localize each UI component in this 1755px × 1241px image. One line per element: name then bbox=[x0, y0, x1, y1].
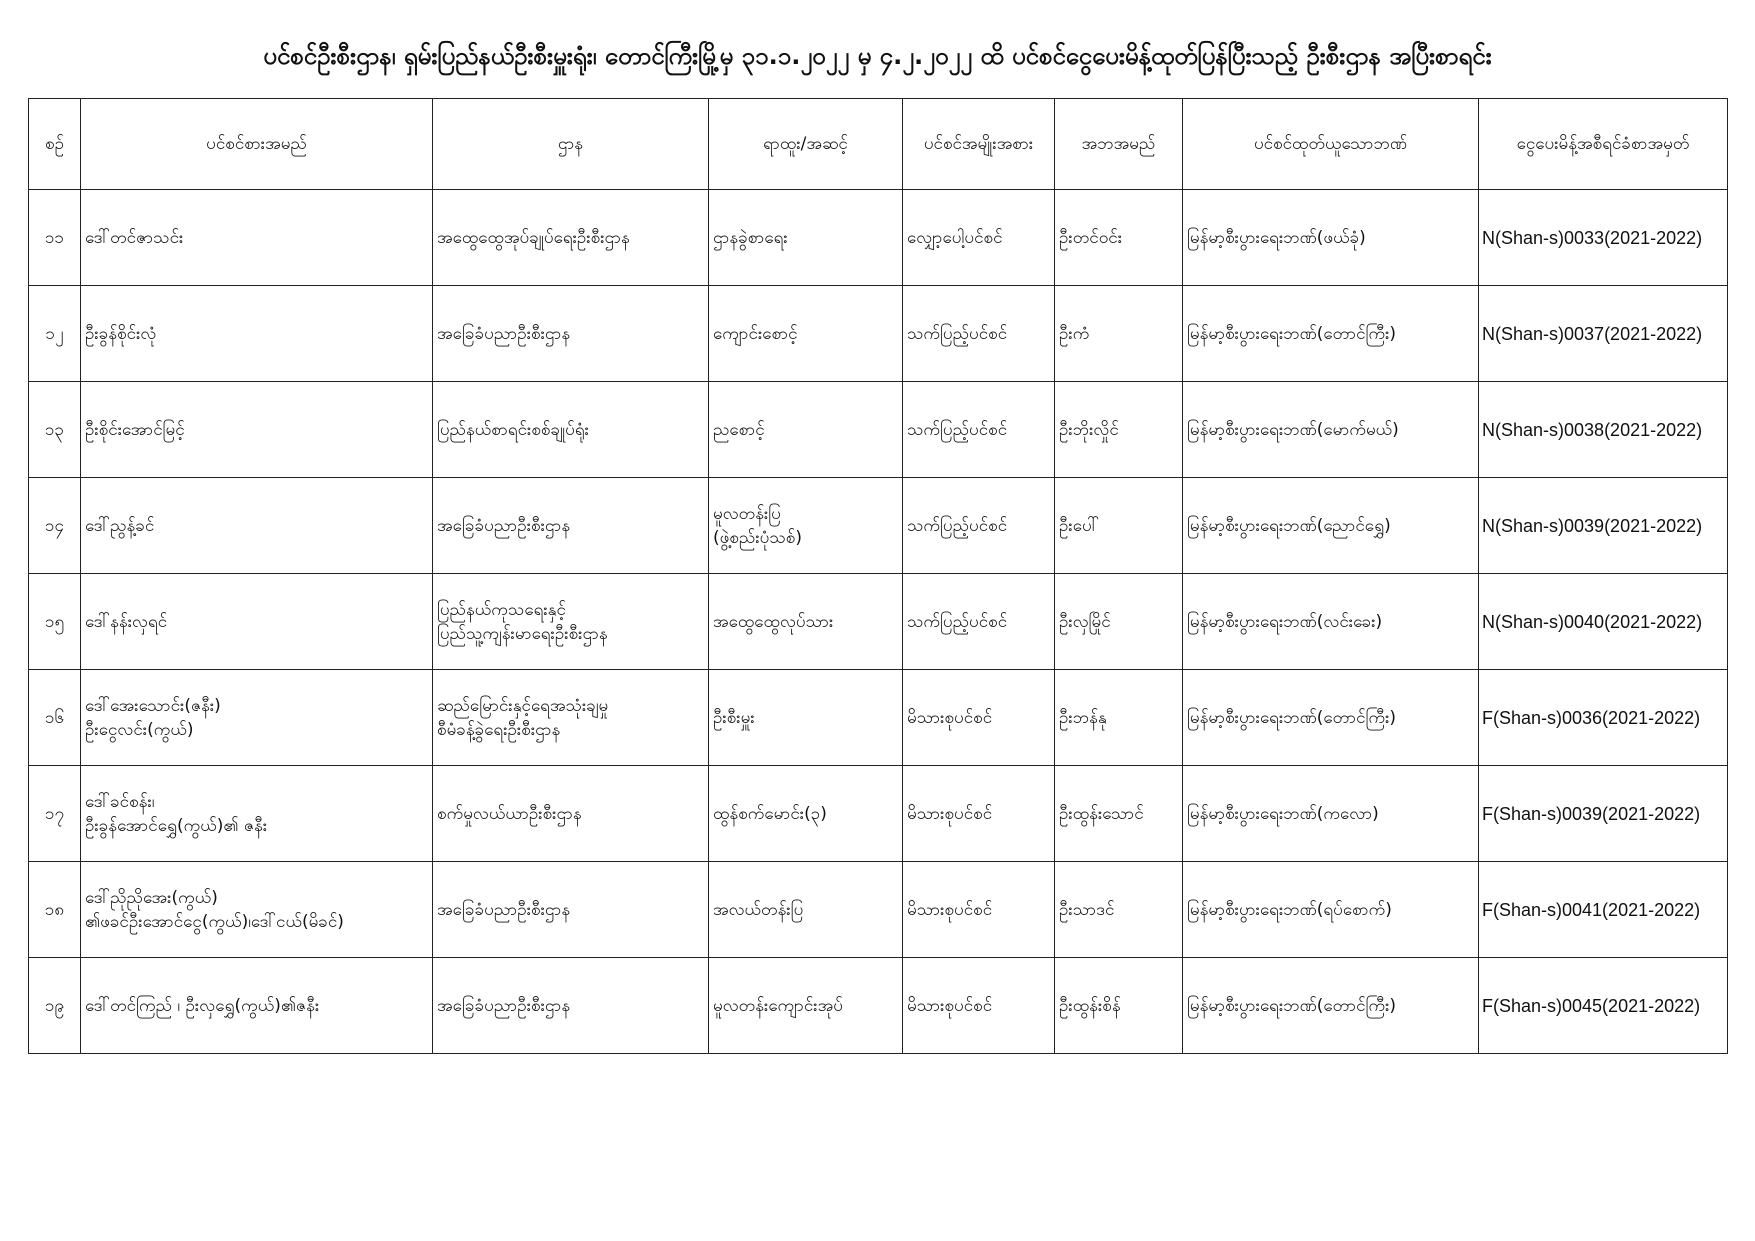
serial-cell: ၁၁ bbox=[29, 190, 81, 286]
pension-type-cell: မိသားစုပင်စင် bbox=[903, 958, 1055, 1054]
department-cell-line: အခြေခံပညာဦးစီးဌာန bbox=[437, 515, 571, 536]
department-cell bbox=[433, 862, 709, 958]
bank-cell: မြန်မာ့စီးပွားရေးဘဏ်(ညောင်ရွှေ) bbox=[1183, 478, 1479, 574]
pensioner-name-cell bbox=[81, 478, 433, 574]
pensioner-name-cell bbox=[81, 382, 433, 478]
order-number-cell: N(Shan-s)0033(2021-2022) bbox=[1479, 190, 1728, 286]
pension-type-cell: မိသားစုပင်စင် bbox=[903, 862, 1055, 958]
rank-cell-line: ဦးစီးမှူး bbox=[713, 707, 755, 728]
table-row bbox=[29, 382, 1728, 478]
rank-cell-line: အထွေထွေလုပ်သား bbox=[713, 611, 834, 632]
rank-cell-line: (ဖွဲ့စည်းပုံသစ်) bbox=[713, 527, 802, 548]
rank-cell-line: ညစောင့် bbox=[713, 419, 765, 440]
header-pensioner-name: ပင်စင်စားအမည် bbox=[81, 99, 433, 190]
department-cell-line: ပြည်နယ်စာရင်းစစ်ချုပ်ရုံး bbox=[437, 419, 589, 440]
father-name-cell: ဦးဘိုးလှိုင် bbox=[1055, 382, 1183, 478]
order-number-cell: F(Shan-s)0039(2021-2022) bbox=[1479, 766, 1728, 862]
pensioner-name-cell-line: ၏ဖခင်ဦးအောင်ငွေ(ကွယ်)၊ဒေါ်ငယ်(မိခင်) bbox=[85, 911, 344, 932]
bank-cell: မြန်မာ့စီးပွားရေးဘဏ်(မောက်မယ်) bbox=[1183, 382, 1479, 478]
order-number-cell: F(Shan-s)0036(2021-2022) bbox=[1479, 670, 1728, 766]
header-father-name: အဘအမည် bbox=[1055, 99, 1183, 190]
rank-cell bbox=[709, 958, 903, 1054]
table-row bbox=[29, 766, 1728, 862]
father-name-cell: ဦးထွန်းစိန် bbox=[1055, 958, 1183, 1054]
table-row bbox=[29, 478, 1728, 574]
pension-type-cell: မိသားစုပင်စင် bbox=[903, 670, 1055, 766]
father-name-cell: ဦးသာဒင် bbox=[1055, 862, 1183, 958]
pensioner-name-cell bbox=[81, 670, 433, 766]
table-row bbox=[29, 574, 1728, 670]
pension-type-cell: မိသားစုပင်စင် bbox=[903, 766, 1055, 862]
order-number-cell: N(Shan-s)0038(2021-2022) bbox=[1479, 382, 1728, 478]
pensioner-name-cell-line: ဒေါ်တင်ကြည် ၊ ဦးလှရွှေ(ကွယ်)၏ဇနီး bbox=[85, 995, 320, 1016]
serial-cell: ၁၉ bbox=[29, 958, 81, 1054]
pensioner-name-cell-line: ဒေါ်နန်းလှရင် bbox=[85, 611, 168, 632]
rank-cell bbox=[709, 478, 903, 574]
pensioner-name-cell bbox=[81, 766, 433, 862]
order-number-cell: F(Shan-s)0045(2021-2022) bbox=[1479, 958, 1728, 1054]
order-number-cell: F(Shan-s)0041(2021-2022) bbox=[1479, 862, 1728, 958]
serial-cell: ၁၂ bbox=[29, 286, 81, 382]
header-order-number: ငွေပေးမိန့်အစီရင်ခံစာအမှတ် bbox=[1479, 99, 1728, 190]
pension-type-cell: သက်ပြည့်ပင်စင် bbox=[903, 382, 1055, 478]
bank-cell: မြန်မာ့စီးပွားရေးဘဏ်(ကလော) bbox=[1183, 766, 1479, 862]
father-name-cell: ဦးတင်ဝင်း bbox=[1055, 190, 1183, 286]
bank-cell: မြန်မာ့စီးပွားရေးဘဏ်(တောင်ကြီး) bbox=[1183, 670, 1479, 766]
department-cell-line: အခြေခံပညာဦးစီးဌာန bbox=[437, 323, 571, 344]
bank-cell: မြန်မာ့စီးပွားရေးဘဏ်(တောင်ကြီး) bbox=[1183, 286, 1479, 382]
rank-cell bbox=[709, 670, 903, 766]
department-cell-line: ပြည်သူ့ကျန်းမာရေးဦးစီးဌာန bbox=[437, 623, 608, 644]
bank-cell: မြန်မာ့စီးပွားရေးဘဏ်(ရပ်စောက်) bbox=[1183, 862, 1479, 958]
serial-cell: ၁၈ bbox=[29, 862, 81, 958]
rank-cell bbox=[709, 382, 903, 478]
pension-type-cell: သက်ပြည့်ပင်စင် bbox=[903, 478, 1055, 574]
rank-cell bbox=[709, 862, 903, 958]
order-number-cell: N(Shan-s)0037(2021-2022) bbox=[1479, 286, 1728, 382]
order-number-cell: N(Shan-s)0039(2021-2022) bbox=[1479, 478, 1728, 574]
department-cell-line: စီမံခန့်ခွဲရေးဦးစီးဌာန bbox=[437, 719, 561, 740]
pensioner-name-cell bbox=[81, 862, 433, 958]
serial-cell: ၁၅ bbox=[29, 574, 81, 670]
father-name-cell: ဦးပေါ် bbox=[1055, 478, 1183, 574]
department-cell-line: အထွေထွေအုပ်ချုပ်ရေးဦးစီးဌာန bbox=[437, 227, 630, 248]
pensioner-name-cell-line: ဒေါ်ညိုညိုအေး(ကွယ်) bbox=[85, 887, 218, 908]
pensioner-name-cell-line: ဦးခွန်စိုင်းလုံ bbox=[85, 323, 157, 344]
pensioner-name-cell-line: ဦးစိုင်းအောင်မြင့် bbox=[85, 419, 185, 440]
department-cell-line: အခြေခံပညာဦးစီးဌာန bbox=[437, 899, 571, 920]
department-cell-line: အခြေခံပညာဦးစီးဌာန bbox=[437, 995, 571, 1016]
rank-cell-line: မူလတန်းပြ bbox=[713, 503, 781, 524]
table-row bbox=[29, 190, 1728, 286]
rank-cell-line: ဌာနခွဲစာရေး bbox=[713, 227, 788, 248]
pensioner-name-cell-line: ဒေါ်တင်ဇာသင်း bbox=[85, 227, 184, 248]
rank-cell-line: ကျောင်းစောင့် bbox=[713, 323, 798, 344]
bank-cell: မြန်မာ့စီးပွားရေးဘဏ်(လင်းခေး) bbox=[1183, 574, 1479, 670]
order-number-cell: N(Shan-s)0040(2021-2022) bbox=[1479, 574, 1728, 670]
department-cell bbox=[433, 382, 709, 478]
rank-cell-line: မူလတန်းကျောင်းအုပ် bbox=[713, 995, 843, 1016]
department-cell bbox=[433, 958, 709, 1054]
table-row bbox=[29, 286, 1728, 382]
pensioner-name-cell-line: ဦးငွေလင်း(ကွယ်) bbox=[85, 719, 194, 740]
header-pension-type: ပင်စင်အမျိုးအစား bbox=[903, 99, 1055, 190]
father-name-cell: ဦးလှမြိုင် bbox=[1055, 574, 1183, 670]
table-row bbox=[29, 862, 1728, 958]
table-body bbox=[29, 190, 1728, 1054]
department-cell-line: စက်မှုလယ်ယာဦးစီးဌာန bbox=[437, 803, 582, 824]
pension-table bbox=[28, 98, 1728, 1054]
bank-cell: မြန်မာ့စီးပွားရေးဘဏ်(တောင်ကြီး) bbox=[1183, 958, 1479, 1054]
department-cell bbox=[433, 478, 709, 574]
rank-cell bbox=[709, 190, 903, 286]
rank-cell bbox=[709, 766, 903, 862]
rank-cell bbox=[709, 574, 903, 670]
father-name-cell: ဦးကံ bbox=[1055, 286, 1183, 382]
department-cell bbox=[433, 190, 709, 286]
father-name-cell: ဦးထွန်းသောင် bbox=[1055, 766, 1183, 862]
pension-type-cell: သက်ပြည့်ပင်စင် bbox=[903, 574, 1055, 670]
table-row bbox=[29, 670, 1728, 766]
department-cell-line: ပြည်နယ်ကုသရေးနှင့် bbox=[437, 599, 566, 620]
serial-cell: ၁၃ bbox=[29, 382, 81, 478]
header-row bbox=[29, 99, 1728, 190]
table-row bbox=[29, 958, 1728, 1054]
father-name-cell: ဦးဘန်နု bbox=[1055, 670, 1183, 766]
pensioner-name-cell-line: ဒေါ်အေးသောင်း(ဇနီး) bbox=[85, 695, 221, 716]
document-title: ပင်စင်ဦးစီးဌာန၊ ရှမ်းပြည်နယ်ဦးစီးမှူးရုံး၊ တောင်ကြီးမြို့မှ ၃၁.၁.၂၀၂၂ မှ ၄.၂.၂၀၂၂ ထိ ပင်စင်ငွေပေးမိန့်ထုတ်ပြန်ပြီးသည့် ဦးစီးဌာန အပြီးစာရင်း bbox=[263, 42, 1492, 70]
rank-cell-line: အလယ်တန်းပြ bbox=[713, 899, 804, 920]
department-cell bbox=[433, 766, 709, 862]
pensioner-name-cell-line: ဒေါ်ခင်စန်း၊ bbox=[85, 791, 155, 812]
department-cell bbox=[433, 670, 709, 766]
pensioner-name-cell bbox=[81, 286, 433, 382]
pensioner-name-cell bbox=[81, 958, 433, 1054]
header-department: ဌာန bbox=[433, 99, 709, 190]
pension-type-cell: သက်ပြည့်ပင်စင် bbox=[903, 286, 1055, 382]
department-cell-line: ဆည်မြောင်းနှင့်ရေအသုံးချမှု bbox=[437, 695, 609, 716]
pension-type-cell: လျှော့ပေါ့ပင်စင် bbox=[903, 190, 1055, 286]
serial-cell: ၁၇ bbox=[29, 766, 81, 862]
header-rank: ရာထူး/အဆင့် bbox=[709, 99, 903, 190]
pensioner-name-cell bbox=[81, 574, 433, 670]
pensioner-name-cell-line: ဒေါ်ညွန့်ခင် bbox=[85, 515, 155, 536]
pensioner-name-cell-line: ဦးခွန်အောင်ရွှေ(ကွယ်)၏ ဇနီး bbox=[85, 815, 268, 836]
rank-cell-line: ထွန်စက်မောင်း(၃) bbox=[713, 803, 827, 824]
serial-cell: ၁၆ bbox=[29, 670, 81, 766]
pensioner-name-cell bbox=[81, 190, 433, 286]
rank-cell bbox=[709, 286, 903, 382]
header-serial: စဉ် bbox=[29, 99, 81, 190]
header-bank: ပင်စင်ထုတ်ယူသောဘဏ် bbox=[1183, 99, 1479, 190]
serial-cell: ၁၄ bbox=[29, 478, 81, 574]
bank-cell: မြန်မာ့စီးပွားရေးဘဏ်(ဖယ်ခုံ) bbox=[1183, 190, 1479, 286]
department-cell bbox=[433, 574, 709, 670]
department-cell bbox=[433, 286, 709, 382]
